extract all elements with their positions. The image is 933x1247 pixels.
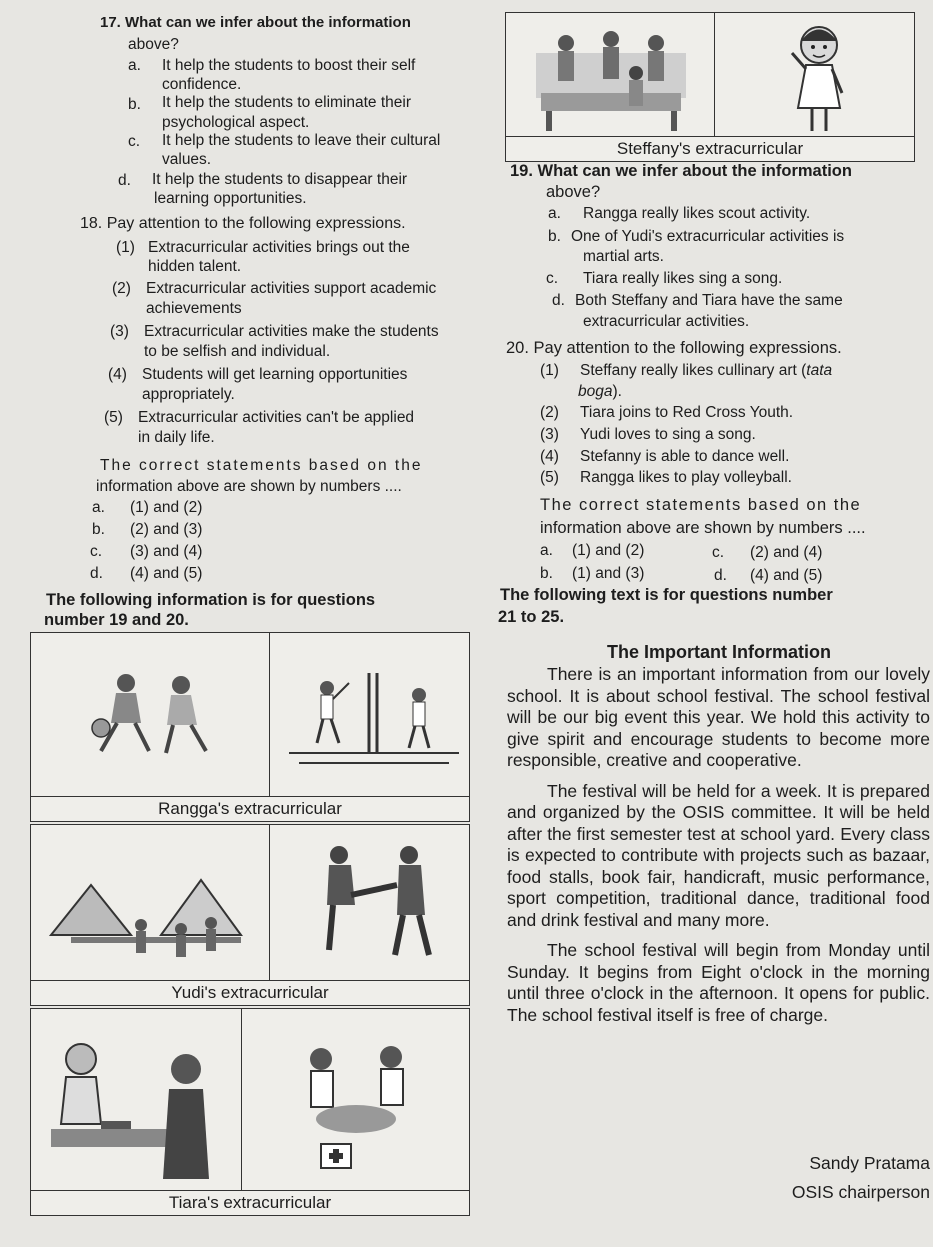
q19-option-c-line1: Tiara really likes sing a song.: [583, 270, 783, 287]
q20-statement-1-text: Steffany really likes cullinary art (: [580, 362, 807, 379]
q20-statement-1-line2-italic: boga: [578, 383, 613, 400]
q18-statement-5-num: (5): [104, 409, 123, 426]
q18-statement-3-line1: Extracurricular activities make the students: [144, 323, 439, 340]
q18-option-b-text: (2) and (3): [130, 521, 203, 538]
q17-option-d-line2: learning opportunities.: [154, 190, 307, 207]
q20-statement-4-num: (4): [540, 448, 559, 465]
rangga-image-basketball: [31, 633, 270, 797]
q17-option-d-line1: It help the students to disappear their: [152, 171, 408, 188]
q18-statement-3-line2: to be selfish and individual.: [144, 343, 331, 360]
q18-statement-5-line2: in daily life.: [138, 429, 215, 446]
q18-option-d-letter[interactable]: d.: [90, 565, 103, 582]
article-paragraph-2: The festival will be held for a week. It is prepared and organized by the OSIS committee. It will be held after the first semester test at school yard. Every class is expected to contribute with projects such as bazaar, food stalls, book fair, handicraft, music performance, sport competition, traditional dance, traditional food and drink festival and many more.: [507, 780, 930, 930]
q19-option-c-letter[interactable]: c.: [546, 270, 559, 287]
q20-statement-1-line2: [578, 381, 622, 402]
instruction-left-line2: number 19 and 20.: [44, 611, 189, 629]
q17-option-b-line1: It help the students to eliminate their: [162, 94, 412, 111]
q18-option-a-text: (1) and (2): [130, 499, 203, 516]
tiara-image-cooking: [31, 1009, 242, 1191]
q20-statement-1: [580, 360, 832, 381]
q18-statement-2-line1: Extracurricular activities support academic: [146, 280, 437, 297]
q20-option-d-text: (4) and (5): [750, 567, 823, 584]
q20-statement-2-text: Tiara joins to Red Cross Youth.: [580, 404, 794, 421]
q18-option-d-text: (4) and (5): [130, 565, 203, 582]
q18-statement-1-line2: hidden talent.: [148, 258, 242, 275]
instruction-right-line2: 21 to 25.: [498, 608, 565, 626]
q18-statement-1-num: (1): [116, 239, 135, 256]
q20-statement-5-text: Rangga likes to play volleyball.: [580, 469, 792, 486]
q20-option-d-letter[interactable]: d.: [714, 567, 727, 584]
q17-line1: 17. What can we infer about the information: [100, 14, 411, 31]
tiara-panel: [30, 1008, 470, 1216]
tiara-image-first-aid: [241, 1009, 469, 1191]
q18-statement-4-line2: appropriately.: [142, 386, 235, 403]
q19-option-d-line1: Both Steffany and Tiara have the same: [575, 292, 843, 309]
q20-statement-1-line2-end: ).: [612, 383, 622, 400]
rangga-caption: Rangga's extracurricular: [31, 796, 469, 821]
q20-option-b-text: (1) and (3): [572, 565, 645, 582]
q20-statement-1-num: (1): [540, 362, 559, 379]
q18-option-b-letter[interactable]: b.: [92, 521, 105, 538]
q19-line1: 19. What can we infer about the information: [510, 162, 852, 180]
q17-option-a-line2: confidence.: [162, 76, 242, 93]
yudi-panel: [30, 824, 470, 1006]
yudi-image-scouts: [31, 825, 270, 981]
q17-option-d-letter[interactable]: d.: [118, 172, 131, 189]
article-body: [507, 664, 930, 1026]
steffany-image-1: [506, 13, 715, 137]
q20-prompt-line1: The correct statements based on the: [540, 496, 862, 514]
article-paragraph-3: The school festival will begin from Monday until Sunday. It begins from Eight o'clock in the morning until three o'clock in the afternoon. It opens for public. The school festival itself is free of charge.: [507, 940, 930, 1025]
q19-option-b-line1: One of Yudi's extracurricular activities is: [571, 228, 845, 245]
q20-option-c-text: (2) and (4): [750, 544, 823, 561]
q17-option-a-line1: It help the students to boost their self: [162, 57, 416, 74]
instruction-right-line1: The following text is for questions number: [500, 586, 833, 604]
q18-statement-2-line2: achievements: [146, 300, 242, 317]
q19-option-d-line2: extracurricular activities.: [583, 313, 750, 330]
q20-statement-2-num: (2): [540, 404, 559, 421]
q19-option-a-line1: Rangga really likes scout activity.: [583, 205, 811, 222]
steffany-panel: [505, 12, 915, 162]
q19-option-d-letter[interactable]: d.: [552, 292, 565, 309]
q18-statement-4-line1: Students will get learning opportunities: [142, 366, 408, 383]
article-title: The Important Information: [607, 642, 831, 662]
q18-intro: 18. Pay attention to the following expressions.: [80, 215, 406, 232]
q20-option-a-letter[interactable]: a.: [540, 542, 553, 559]
q17-line2: above?: [128, 36, 179, 53]
q17-option-c-line1: It help the students to leave their cultural: [162, 132, 441, 149]
signature-name: Sandy Pratama: [809, 1153, 930, 1173]
q18-prompt-line2: information above are shown by numbers ....: [96, 478, 402, 495]
q18-prompt-line1: The correct statements based on the: [100, 457, 423, 474]
rangga-image-badminton: [269, 633, 469, 797]
q20-prompt-line2: information above are shown by numbers ....: [540, 519, 866, 537]
yudi-image-martial-arts: [269, 825, 469, 981]
q20-option-b-letter[interactable]: b.: [540, 565, 553, 582]
q17-option-c-line2: values.: [162, 151, 212, 168]
yudi-caption: Yudi's extracurricular: [31, 980, 469, 1005]
q18-option-c-text: (3) and (4): [130, 543, 203, 560]
q18-statement-1-line1: Extracurricular activities brings out the: [148, 239, 410, 256]
q18-option-c-letter[interactable]: c.: [90, 543, 103, 560]
q20-option-a-text: (1) and (2): [572, 542, 645, 559]
q17-option-a-letter[interactable]: a.: [128, 57, 141, 74]
rangga-panel: [30, 632, 470, 822]
q20-option-c-letter[interactable]: c.: [712, 544, 725, 561]
q20-intro: 20. Pay attention to the following expressions.: [506, 339, 842, 357]
q17-option-b-line2: psychological aspect.: [162, 114, 310, 131]
q20-statement-3-num: (3): [540, 426, 559, 443]
q17-option-c-letter[interactable]: c.: [128, 133, 141, 150]
q20-statement-5-num: (5): [540, 469, 559, 486]
q19-option-b-line2: martial arts.: [583, 248, 664, 265]
q19-option-a-letter[interactable]: a.: [548, 205, 561, 222]
instruction-left-line1: The following information is for questions: [46, 591, 376, 609]
signature-role: OSIS chairperson: [791, 1182, 930, 1202]
steffany-image-2: [714, 13, 914, 137]
q19-line2: above?: [546, 183, 601, 201]
q18-option-a-letter[interactable]: a.: [92, 499, 105, 516]
tiara-caption: Tiara's extracurricular: [31, 1190, 469, 1215]
q18-statement-5-line1: Extracurricular activities can't be applied: [138, 409, 415, 426]
q19-option-b-letter[interactable]: b.: [548, 228, 561, 245]
q18-statement-3-num: (3): [110, 323, 129, 340]
q18-statement-4-num: (4): [108, 366, 127, 383]
q20-statement-3-text: Yudi loves to sing a song.: [580, 426, 756, 443]
q20-statement-4-text: Stefanny is able to dance well.: [580, 448, 790, 465]
q17-option-b-letter[interactable]: b.: [128, 96, 141, 113]
q20-statement-1-italic: tata: [806, 362, 833, 379]
q18-statement-2-num: (2): [112, 280, 131, 297]
article-paragraph-1: There is an important information from our lovely school. It is about school festival. The school festival will be our big event this year. We hold this activity to give spirit and encourage students to become more responsible, creative and cooperative.: [507, 664, 930, 770]
steffany-caption: Steffany's extracurricular: [506, 136, 914, 161]
